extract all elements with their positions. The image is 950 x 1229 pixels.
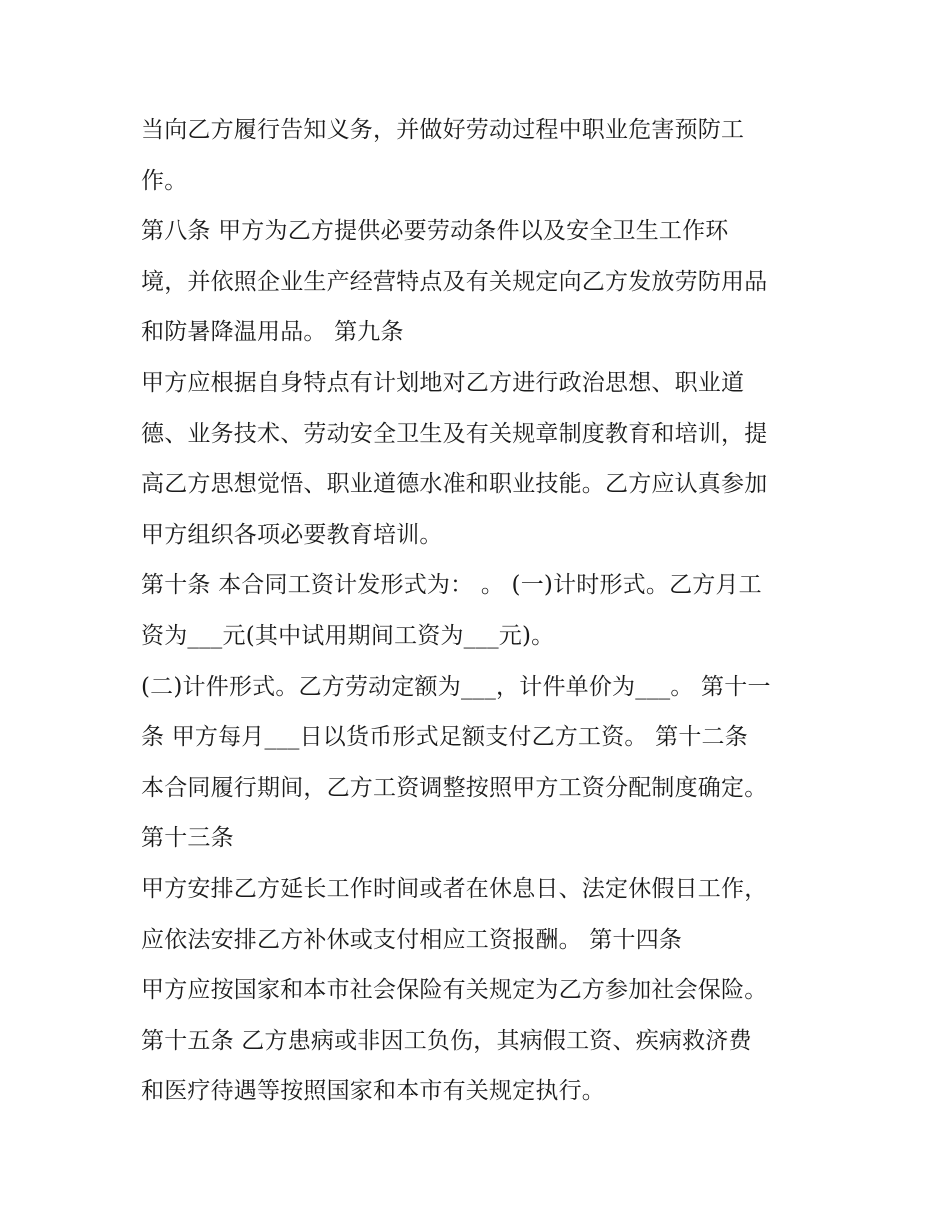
text-line: 第八条 甲方为乙方提供必要劳动条件以及安全卫生工作环 xyxy=(141,218,729,245)
text-line: 当向乙方履行告知义务，并做好劳动过程中职业危害预防工 xyxy=(141,117,745,143)
document-body xyxy=(141,105,821,1117)
text-line: 和医疗待遇等按照国家和本市有关规定执行。 xyxy=(141,1078,605,1105)
text-line: 第十五条 乙方患病或非因工负伤，其病假工资、疾病救济费 xyxy=(141,1027,752,1054)
text-line: 德、业务技术、劳动安全卫生及有关规章制度教育和培训，提 xyxy=(141,420,768,447)
text-line: 资为___元(其中试用期间工资为___元)。 xyxy=(141,622,555,649)
text-line: 境，并依照企业生产经营特点及有关规定向乙方发放劳防用品 xyxy=(141,268,768,295)
text-line: (二)计件形式。乙方劳动定额为___，计件单价为___。 第十一 xyxy=(141,673,771,700)
text-line: 第十三条 xyxy=(141,825,234,852)
text-line: 甲方应根据自身特点有计划地对乙方进行政治思想、职业道 xyxy=(141,369,745,396)
text-line: 条 甲方每月___日以货币形式足额支付乙方工资。 第十二条 xyxy=(141,724,748,751)
text-line: 甲方安排乙方延长工作时间或者在休息日、法定休假日工作， xyxy=(141,875,768,902)
text-line: 应依法安排乙方补休或支付相应工资报酬。 第十四条 xyxy=(141,926,683,953)
text-line: 第十条 本合同工资计发形式为： 。 (一)计时形式。乙方月工 xyxy=(141,572,762,599)
text-line: 甲方组织各项必要教育培训。 xyxy=(141,521,443,548)
text-line: 作。 xyxy=(141,167,188,194)
text-line: 高乙方思想觉悟、职业道德水准和职业技能。乙方应认真参加 xyxy=(141,471,768,498)
text-line: 和防暑降温用品。 第九条 xyxy=(141,319,404,346)
text-line: 本合同履行期间，乙方工资调整按照甲方工资分配制度确定。 xyxy=(141,774,768,801)
text-line: 甲方应按国家和本市社会保险有关规定为乙方参加社会保险。 xyxy=(141,977,768,1004)
